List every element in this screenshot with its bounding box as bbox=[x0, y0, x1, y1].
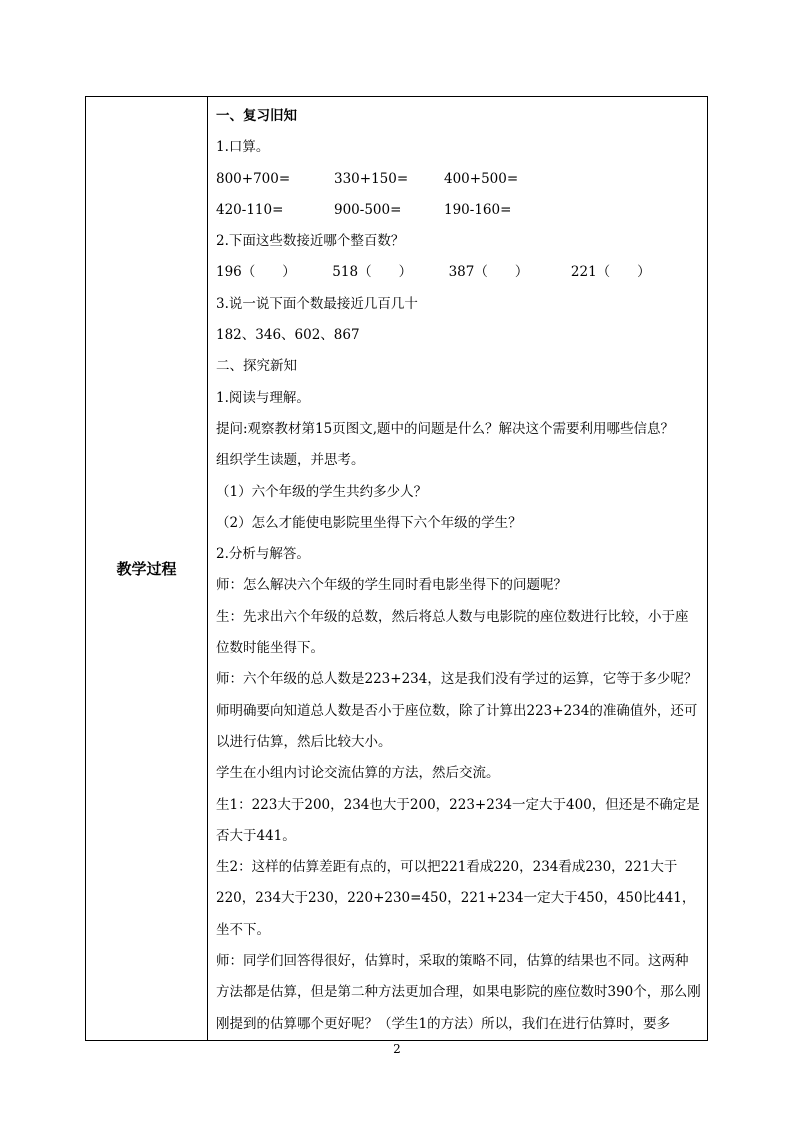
paragraph: 生：先求出六个年级的总数，然后将总人数与电影院的座位数进行比较，小于座位数时能坐得下。 bbox=[216, 608, 689, 657]
process-label: 教学过程 bbox=[116, 559, 177, 578]
calc-item: 420-110= bbox=[216, 201, 284, 218]
calc-item: 190-160= bbox=[444, 201, 512, 218]
estimate-item: 518（ ） bbox=[332, 264, 413, 281]
q3-numbers: 182、346、602、867 bbox=[216, 327, 360, 344]
calc-item: 800+700= bbox=[216, 170, 291, 187]
paragraph: 提问:观察教材第15页图文,题中的问题是什么？解决这个需要利用哪些信息？ bbox=[216, 420, 675, 437]
paragraph: 师：六个年级的总人数是223+234，这是我们没有学过的运算，它等于多少呢？ bbox=[216, 671, 698, 688]
paragraph: 师：怎么解决六个年级的学生同时看电影坐得下的问题呢？ bbox=[216, 577, 567, 594]
calc-item: 400+500= bbox=[444, 170, 519, 187]
section2-title: 二、探究新知 bbox=[216, 358, 297, 375]
q2-items bbox=[216, 257, 701, 288]
q3-title: 3.说一说下面个数最接近几百几十 bbox=[216, 295, 418, 312]
estimate-item: 221（ ） bbox=[570, 264, 651, 281]
q2-title: 2.下面这些数接近哪个整百数？ bbox=[216, 233, 405, 250]
estimate-item: 387（ ） bbox=[448, 264, 529, 281]
paragraph: 师：同学们回答得很好，估算时，采取的策略不同，估算的结果也不同。这两种方法都是估算，但是第二种方法更加合理，如果电影院的座位数时390个，那么刚刚提到的估算哪个更好呢？（学生1的方法）所以，我们在进行估算时，要多 bbox=[216, 953, 701, 1032]
section1-title: 一、复习旧知 bbox=[216, 108, 297, 124]
q1-row2 bbox=[216, 195, 701, 226]
paragraph: （2）怎么才能使电影院里坐得下六个年级的学生？ bbox=[216, 514, 522, 531]
paragraph: 生1：223大于200，234也大于200，223+234一定大于400，但还是不确定是否大于441。 bbox=[216, 796, 700, 844]
label-cell bbox=[86, 97, 208, 1041]
q1-title: 1.口算。 bbox=[216, 139, 270, 156]
q1-row1 bbox=[216, 164, 701, 195]
page-number: 2 bbox=[393, 1042, 401, 1056]
paragraph: 学生在小组内讨论交流估算的方法，然后交流。 bbox=[216, 765, 500, 782]
paragraph: 1.阅读与理解。 bbox=[216, 389, 310, 406]
calc-item: 900-500= bbox=[334, 201, 402, 218]
content-cell bbox=[208, 97, 708, 1041]
paragraph: 师明确要向知道总人数是否小于座位数，除了计算出223+234的准确值外，还可以进行估算，然后比较大小。 bbox=[216, 702, 698, 750]
estimate-item: 196（ ） bbox=[216, 264, 296, 281]
paragraph: 2.分析与解答。 bbox=[216, 546, 310, 563]
paragraph: 组织学生读题，并思考。 bbox=[216, 452, 365, 469]
calc-item: 330+150= bbox=[334, 170, 409, 187]
paragraph: （1）六个年级的学生共约多少人？ bbox=[216, 483, 428, 500]
paragraph: 生2：这样的估算差距有点的，可以把221看成220，234看成230，221大于220，234大于230，220+230=450，221+234一定大于450，450比441，坐不下。 bbox=[216, 859, 696, 938]
lesson-table bbox=[85, 96, 708, 1041]
